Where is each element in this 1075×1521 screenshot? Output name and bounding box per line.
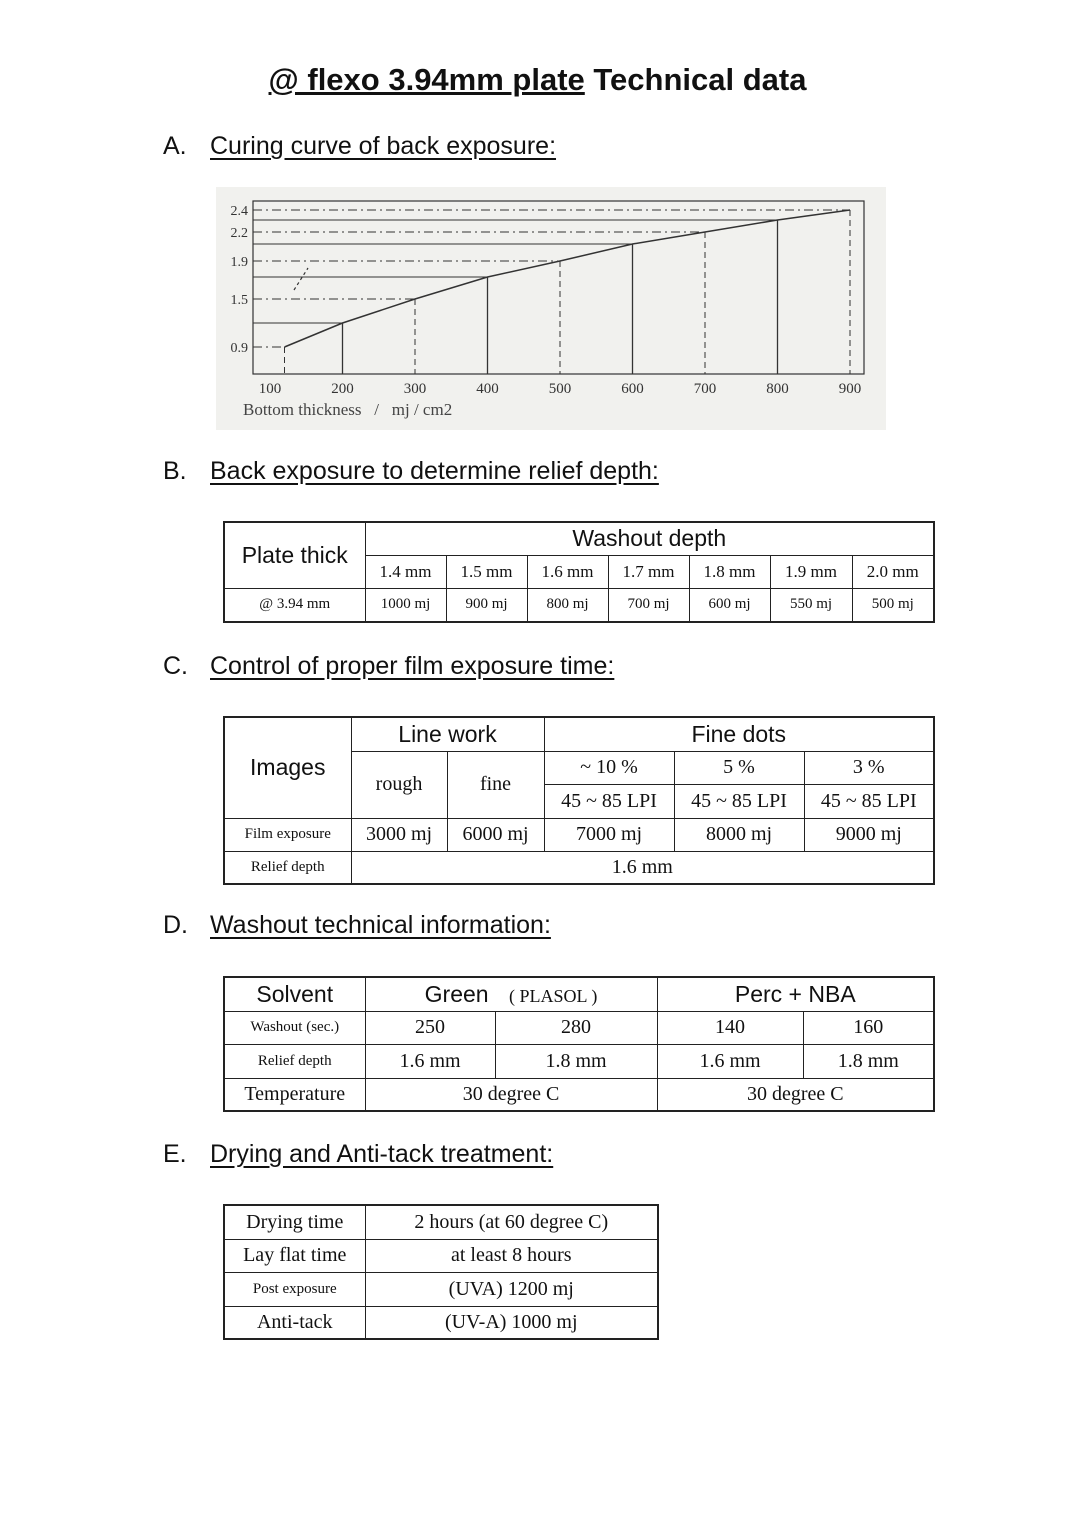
section-d-heading <box>163 911 551 940</box>
fine-header: fine <box>447 751 544 818</box>
x-tick-label: 100 <box>258 381 282 397</box>
green-label: Green <box>424 980 489 1007</box>
annotation-slash <box>294 268 308 290</box>
drying-row-value: 2 hours (at 60 degree C) <box>365 1205 658 1239</box>
y-tick-label: 1.9 <box>230 255 248 270</box>
film-exposure-cell: 8000 mj <box>674 818 804 851</box>
section-c-heading <box>163 652 614 681</box>
depth-cell: 2.0 mm <box>852 555 934 588</box>
y-tick-label: 1.5 <box>230 293 248 308</box>
exposure-cell: 500 mj <box>852 588 934 622</box>
film-exposure-cell: 3000 mj <box>351 818 447 851</box>
title-suffix: Technical data <box>593 62 807 97</box>
depth-cell: 1.8 mm <box>689 555 770 588</box>
solvent-header: Solvent <box>224 977 365 1011</box>
x-tick-label: 900 <box>838 381 862 397</box>
depth-cell: 1.7 mm <box>608 555 689 588</box>
plasol-label: ( PLASOL ) <box>509 985 598 1006</box>
drying-row-value: at least 8 hours <box>365 1239 658 1272</box>
y-tick-label: 2.2 <box>230 226 248 241</box>
drying-row-label: Drying time <box>224 1205 365 1239</box>
plate-thick-header: Plate thick <box>224 522 365 588</box>
section-letter: C. <box>163 652 188 680</box>
y-tick-label: 2.4 <box>230 204 248 219</box>
lpi-cell: 45 ~ 85 LPI <box>804 784 934 818</box>
exposure-cell: 800 mj <box>527 588 608 622</box>
section-title: Control of proper film exposure time: <box>210 652 615 680</box>
x-tick-label: 500 <box>548 381 572 397</box>
relief-depth-table <box>223 521 935 623</box>
plot-frame <box>253 201 864 374</box>
exposure-cell: 700 mj <box>608 588 689 622</box>
lpi-cell: 45 ~ 85 LPI <box>674 784 804 818</box>
title-product: @ flexo 3.94mm plate <box>268 62 585 97</box>
drying-row-label: Anti-tack <box>224 1306 365 1339</box>
relief-cell: 1.8 mm <box>495 1044 657 1078</box>
curve-line <box>285 210 851 347</box>
section-title: Curing curve of back exposure: <box>210 132 557 160</box>
line-work-header: Line work <box>351 717 544 751</box>
relief-depth-label: Relief depth <box>224 851 351 884</box>
curing-curve-chart <box>216 187 886 430</box>
x-tick-label: 300 <box>403 381 427 397</box>
section-letter: D. <box>163 911 188 939</box>
fine-dots-header: Fine dots <box>544 717 934 751</box>
section-letter: E. <box>163 1140 187 1168</box>
relief-label: Relief depth <box>224 1044 365 1078</box>
x-tick-label: 600 <box>621 381 644 397</box>
section-letter: A. <box>163 132 187 160</box>
temperature-label: Temperature <box>224 1078 365 1111</box>
section-letter: B. <box>163 457 187 485</box>
washout-cell: 250 <box>365 1011 495 1044</box>
depth-cell: 1.4 mm <box>365 555 446 588</box>
dot-percent-cell: 5 % <box>674 751 804 784</box>
x-axis-label: Bottom thickness / mj / cm2 <box>243 400 453 419</box>
depth-cell: 1.9 mm <box>770 555 852 588</box>
temperature-cell: 30 degree C <box>365 1078 657 1111</box>
dot-percent-cell: ~ 10 % <box>544 751 674 784</box>
plate-row-label: @ 3.94 mm <box>224 588 365 622</box>
section-e-heading <box>163 1140 553 1169</box>
rough-header: rough <box>351 751 447 818</box>
drying-row-label: Lay flat time <box>224 1239 365 1272</box>
x-tick-label: 800 <box>766 381 789 397</box>
chart-canvas <box>216 187 886 430</box>
x-tick-label: 200 <box>331 381 354 397</box>
images-header: Images <box>224 717 351 818</box>
page-title <box>0 62 1075 98</box>
x-tick-label: 700 <box>693 381 717 397</box>
green-header <box>365 977 657 1011</box>
depth-cell: 1.5 mm <box>446 555 527 588</box>
x-tick-label: 400 <box>476 381 499 397</box>
exposure-cell: 900 mj <box>446 588 527 622</box>
relief-depth-value: 1.6 mm <box>351 851 934 884</box>
exposure-cell: 600 mj <box>689 588 770 622</box>
film-exposure-cell: 6000 mj <box>447 818 544 851</box>
relief-cell: 1.6 mm <box>365 1044 495 1078</box>
washout-label: Washout (sec.) <box>224 1011 365 1044</box>
y-tick-label: 0.9 <box>230 341 248 356</box>
film-exposure-table <box>223 716 935 885</box>
relief-cell: 1.8 mm <box>803 1044 934 1078</box>
exposure-cell: 550 mj <box>770 588 852 622</box>
drying-row-value: (UV-A) 1000 mj <box>365 1306 658 1339</box>
washout-table <box>223 976 935 1112</box>
lpi-cell: 45 ~ 85 LPI <box>544 784 674 818</box>
film-exposure-label: Film exposure <box>224 818 351 851</box>
section-title: Washout technical information: <box>210 911 551 939</box>
washout-depth-header: Washout depth <box>365 522 934 555</box>
dot-percent-cell: 3 % <box>804 751 934 784</box>
film-exposure-cell: 9000 mj <box>804 818 934 851</box>
washout-cell: 140 <box>657 1011 803 1044</box>
section-title: Drying and Anti-tack treatment: <box>210 1140 554 1168</box>
depth-cell: 1.6 mm <box>527 555 608 588</box>
washout-cell: 280 <box>495 1011 657 1044</box>
washout-cell: 160 <box>803 1011 934 1044</box>
section-a-heading <box>163 132 556 161</box>
exposure-cell: 1000 mj <box>365 588 446 622</box>
relief-cell: 1.6 mm <box>657 1044 803 1078</box>
drying-row-label: Post exposure <box>224 1272 365 1306</box>
temperature-cell: 30 degree C <box>657 1078 934 1111</box>
film-exposure-cell: 7000 mj <box>544 818 674 851</box>
section-title: Back exposure to determine relief depth: <box>210 457 659 485</box>
perc-nba-header: Perc + NBA <box>657 977 934 1011</box>
section-b-heading <box>163 457 659 486</box>
drying-table <box>223 1204 659 1340</box>
drying-row-value: (UVA) 1200 mj <box>365 1272 658 1306</box>
